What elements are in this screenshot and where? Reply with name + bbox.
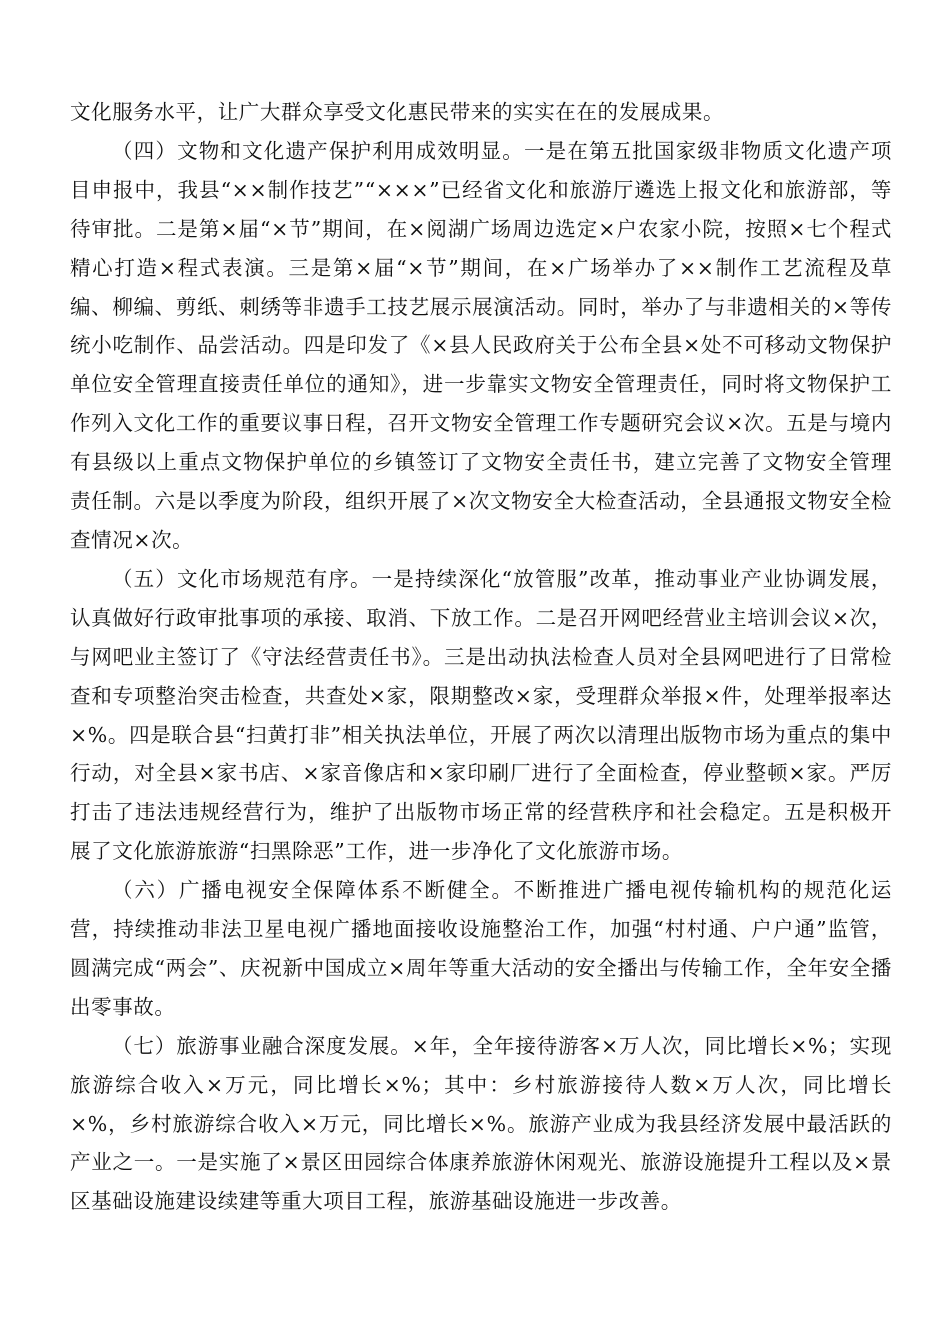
section-number: （四） xyxy=(112,138,178,163)
paragraph-section-6 xyxy=(70,871,892,1027)
section-number: （六） xyxy=(112,878,179,903)
paragraph-section-4 xyxy=(70,132,892,560)
paragraph-section-7 xyxy=(70,1027,892,1222)
paragraph-text: 广播电视安全保障体系不断健全。不断推进广播电视传输机构的规范化运营，持续推动非法卫星电视广播地面接收设施整治工作，加强“村村通、户户通”监管，圆满完成“两会”、庆祝新中国成立×周年等重大活动的安全播出与传输工作，全年安全播出零事故。 xyxy=(70,878,892,1019)
document-body xyxy=(70,93,892,1221)
paragraph-section-5 xyxy=(70,560,892,871)
section-number: （五） xyxy=(112,566,177,591)
section-number: （七） xyxy=(112,1033,177,1058)
paragraph-text: 文化服务水平，让广大群众享受文化惠民带来的实实在在的发展成果。 xyxy=(70,100,725,124)
paragraph-text: 旅游事业融合深度发展。×年，全年接待游客×万人次，同比增长×%；实现旅游综合收入×万元，同比增长×%；其中：乡村旅游接待人数×万人次，同比增长×%，乡村旅游综合收入×万元，同比增长×%。旅游产业成为我县经济发展中最活跃的产业之一。一是实施了×景区田园综合体康养旅游休闲观光、旅游设施提升工程以及×景区基础设施建设续建等重大项目工程，旅游基础设施进一步改善。 xyxy=(70,1033,892,1214)
paragraph-text: 文物和文化遗产保护利用成效明显。一是在第五批国家级非物质文化遗产项目申报中，我县“××制作技艺”“×××”已经省文化和旅游厅遴选上报文化和旅游部，等待审批。二是第×届“×节”期间，在×阅湖广场周边选定×户农家小院，按照×七个程式精心打造×程式表演。三是第×届“×节”期间，在×广场举办了××制作工艺流程及草编、柳编、剪纸、刺绣等非遗手工技艺展示展演活动。同时，举办了与非遗相关的×等传统小吃制作、品尝活动。四是印发了《×县人民政府关于公布全县×处不可移动文物保护单位安全管理直接责任单位的通知》，进一步靠实文物安全管理责任，同时将文物保护工作列入文化工作的重要议事日程，召开文物安全管理工作专题研究会议×次。五是与境内有县级以上重点文物保护单位的乡镇签订了文物安全责任书，建立完善了文物安全管理责任制。六是以季度为阶段，组织开展了×次文物安全大检查活动，全县通报文物安全检查情况×次。 xyxy=(70,138,892,552)
paragraph-text: 文化市场规范有序。一是持续深化“放管服”改革，推动事业产业协调发展，认真做好行政审批事项的承接、取消、下放工作。二是召开网吧经营业主培训会议×次，与网吧业主签订了《守法经营责任书》。三是出动执法检查人员对全县网吧进行了日常检查和专项整治突击检查，共查处×家，限期整改×家，受理群众举报×件，处理举报率达×%。四是联合县“扫黄打非”相关执法单位，开展了两次以清理出版物市场为重点的集中行动，对全县×家书店、×家音像店和×家印刷厂进行了全面检查，停业整顿×家。严厉打击了违法违规经营行为，维护了出版物市场正常的经营秩序和社会稳定。五是积极开展了文化旅游旅游“扫黑除恶”工作，进一步净化了文化旅游市场。 xyxy=(70,566,892,864)
paragraph-continuation xyxy=(70,93,892,132)
